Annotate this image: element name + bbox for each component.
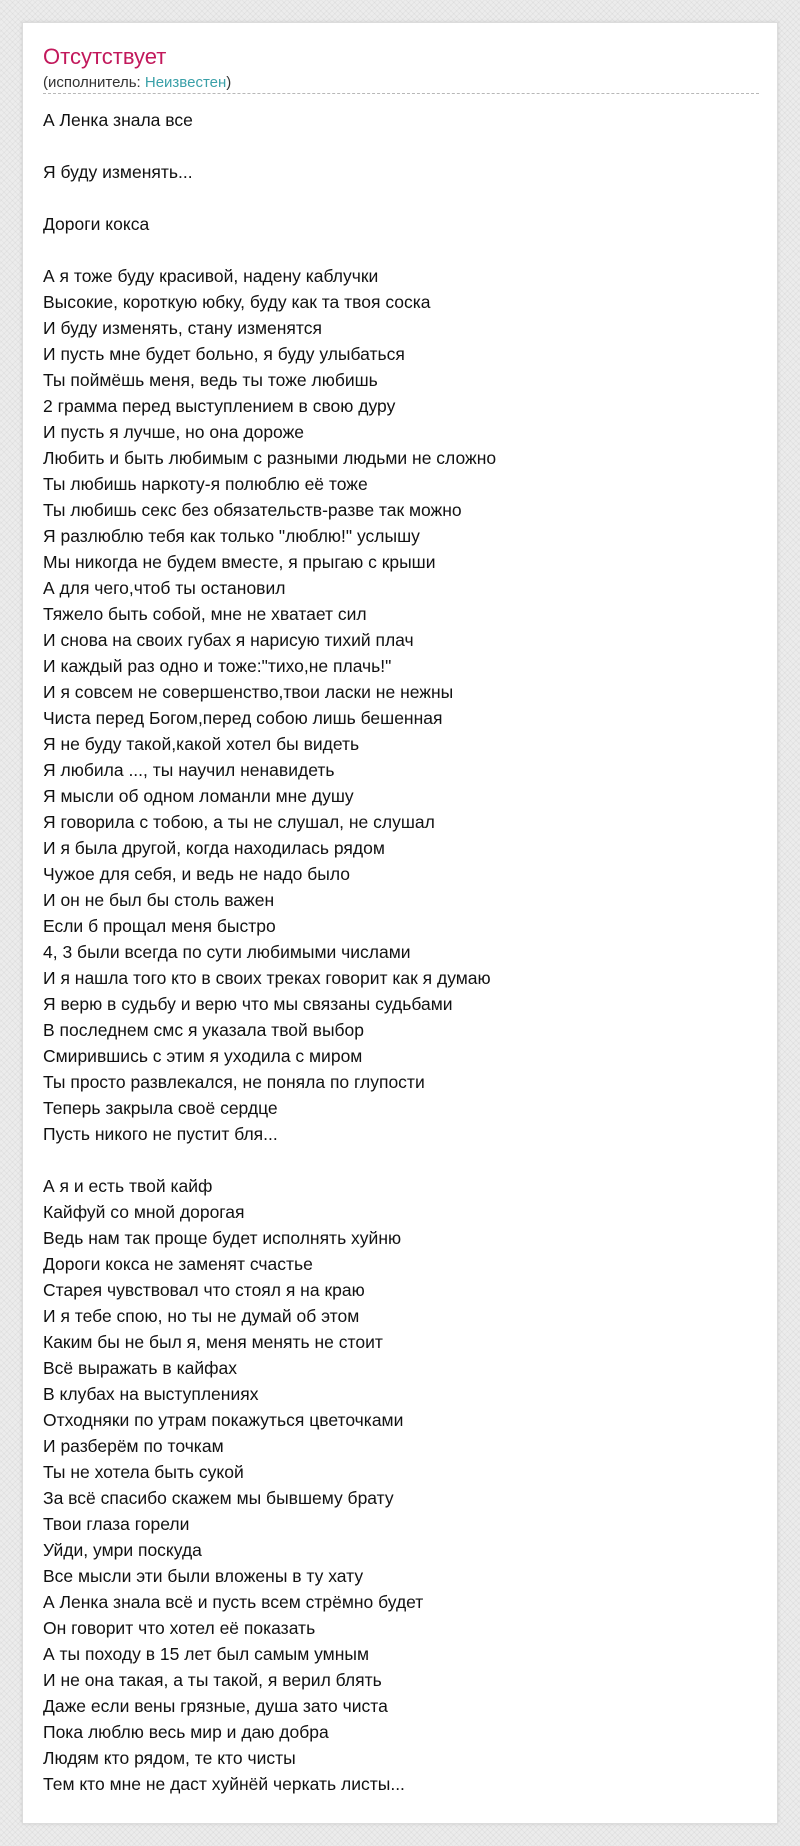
artist-prefix: (исполнитель: — [43, 74, 145, 91]
lyric-line: Старея чувствовал что стоял я на краю — [43, 1280, 365, 1300]
lyric-line: А Ленка знала всё и пусть всем стрёмно будет — [43, 1592, 424, 1612]
lyric-line: А я и есть твой кайф — [43, 1176, 213, 1196]
lyric-line: Я верю в судьбу и верю что мы связаны судьбами — [43, 994, 453, 1014]
lyric-line: Дороги кокса — [43, 214, 150, 234]
lyric-line: Тяжело быть собой, мне не хватает сил — [43, 604, 367, 624]
lyric-line: Даже если вены грязные, душа зато чиста — [43, 1696, 388, 1716]
lyric-line: И пусть мне будет больно, я буду улыбаться — [43, 344, 405, 364]
lyrics-card — [22, 22, 778, 1824]
lyric-line: Чужое для себя, и ведь не надо было — [43, 864, 351, 884]
lyric-line: Высокие, короткую юбку, буду как та твоя соска — [43, 292, 431, 312]
stanza-break — [43, 133, 759, 159]
artist-link[interactable]: Неизвестен — [144, 74, 227, 91]
lyric-line: В последнем смс я указала твой выбор — [43, 1020, 365, 1040]
lyric-line: Ты не хотела быть сукой — [43, 1462, 244, 1482]
lyric-line: Уйди, умри поскуда — [43, 1540, 202, 1560]
lyric-line: И не она такая, а ты такой, я верил блять — [43, 1670, 382, 1690]
lyric-line: 2 грамма перед выступлением в свою дуру — [43, 396, 396, 416]
lyric-line: Он говорит что хотел её показать — [43, 1618, 316, 1638]
artist-suffix: ) — [226, 74, 232, 91]
lyric-line: И каждый раз одно и тоже:"тихо,не плачь!" — [43, 656, 392, 676]
lyric-line: Ты любишь секс без обязательств-разве так можно — [43, 500, 462, 520]
lyric-line: Твои глаза горели — [43, 1514, 190, 1534]
lyric-line: И я тебе спою, но ты не думай об этом — [43, 1306, 360, 1326]
lyric-line: А Ленка знала все — [43, 110, 193, 130]
lyric-line: Всё выражать в кайфах — [43, 1358, 237, 1378]
lyric-line: Людям кто рядом, те кто чисты — [43, 1748, 296, 1768]
lyric-line: Я не буду такой,какой хотел бы видеть — [43, 734, 360, 754]
stanza-break — [43, 237, 759, 263]
lyric-line: И разберём по точкам — [43, 1436, 224, 1456]
lyric-line: И я была другой, когда находилась рядом — [43, 838, 385, 858]
lyric-line: Тем кто мне не даст хуйнёй черкать листы... — [43, 1774, 405, 1794]
lyric-line: Теперь закрыла своё сердце — [43, 1098, 278, 1118]
lyric-line: И снова на своих губах я нарисую тихий плач — [43, 630, 414, 650]
stanza-break — [43, 1147, 759, 1173]
lyric-line: Мы никогда не будем вместе, я прыгаю с крыши — [43, 552, 436, 572]
lyric-line: Ты поймёшь меня, ведь ты тоже любишь — [43, 370, 378, 390]
lyric-line: Я любила ..., ты научил ненавидеть — [43, 760, 335, 780]
lyric-line: Любить и быть любимым с разными людьми не сложно — [43, 448, 497, 468]
song-header — [43, 43, 759, 94]
lyric-line: В клубах на выступлениях — [43, 1384, 259, 1404]
lyric-line: Ты любишь наркоту-я полюблю её тоже — [43, 474, 368, 494]
lyric-line: Каким бы не был я, меня менять не стоит — [43, 1332, 383, 1352]
lyric-line: Ведь нам так проще будет исполнять хуйню — [43, 1228, 402, 1248]
lyric-line: Я буду изменять... — [43, 162, 193, 182]
stanza-break — [43, 185, 759, 211]
lyric-line: А для чего,чтоб ты остановил — [43, 578, 286, 598]
lyric-line: Отходняки по утрам покажуться цветочками — [43, 1410, 404, 1430]
lyric-line: Все мысли эти были вложены в ту хату — [43, 1566, 364, 1586]
lyric-line: И я нашла того кто в своих треках говорит как я думаю — [43, 968, 491, 988]
lyric-line: Ты просто развлекался, не поняла по глупости — [43, 1072, 425, 1092]
lyric-line: Смирившись с этим я уходила с миром — [43, 1046, 363, 1066]
lyric-line: Пока люблю весь мир и даю добра — [43, 1722, 329, 1742]
lyric-line: Дороги кокса не заменят счастье — [43, 1254, 313, 1274]
lyric-line: И я совсем не совершенство,твои ласки не нежны — [43, 682, 454, 702]
lyric-line: И буду изменять, стану изменятся — [43, 318, 322, 338]
lyric-line: Я мысли об одном ломанли мне душу — [43, 786, 354, 806]
lyric-line: А ты походу в 15 лет был самым умным — [43, 1644, 369, 1664]
lyric-line: За всё спасибо скажем мы бывшему брату — [43, 1488, 394, 1508]
lyric-line: Я разлюблю тебя как только "люблю!" услышу — [43, 526, 420, 546]
lyric-line: Пусть никого не пустит бля... — [43, 1124, 278, 1144]
lyric-line: И пусть я лучше, но она дороже — [43, 422, 305, 442]
lyric-line: Я говорила с тобою, а ты не слушал, не слушал — [43, 812, 435, 832]
lyric-line: 4, 3 были всегда по сути любимыми числами — [43, 942, 411, 962]
lyrics-body — [43, 107, 759, 1797]
artist-line — [43, 74, 231, 92]
lyric-line: И он не был бы столь важен — [43, 890, 275, 910]
lyric-line: А я тоже буду красивой, надену каблучки — [43, 266, 379, 286]
song-title: Отсутствует — [43, 44, 167, 69]
lyric-line: Если б прощал меня быстро — [43, 916, 276, 936]
lyric-line: Кайфуй со мной дорогая — [43, 1202, 245, 1222]
lyric-line: Чиста перед Богом,перед собою лишь бешенная — [43, 708, 443, 728]
